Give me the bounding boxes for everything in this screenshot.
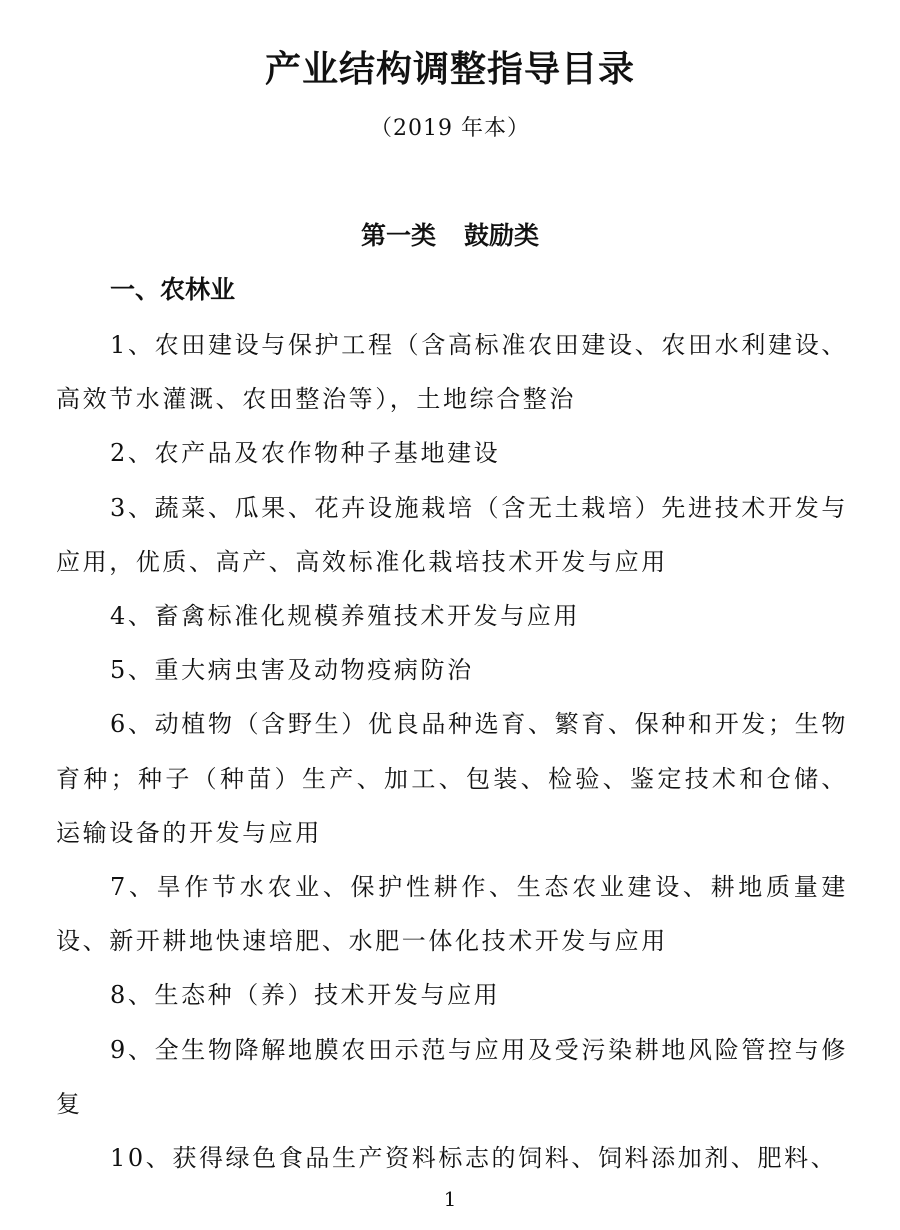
list-item: 7、旱作节水农业、保护性耕作、生态农业建设、耕地质量建设、新开耕地快速培肥、水肥一体化技术开发与应用 [56, 873, 848, 956]
category-name: 鼓励类 [464, 221, 540, 250]
section-heading: 一、农林业 [110, 275, 236, 304]
page-number: 1 [443, 1187, 457, 1211]
item-list [56, 318, 848, 1185]
list-item: 8、生态种（养）技术开发与应用 [110, 981, 501, 1010]
document-subtitle: （2019 年本） [370, 116, 530, 141]
document-title: 产业结构调整指导目录 [264, 49, 635, 90]
list-item: 1、农田建设与保护工程（含高标准农田建设、农田水利建设、高效节水灌溉、农田整治等），土地综合整治 [56, 331, 848, 414]
category-heading [0, 218, 900, 254]
list-item: 6、动植物（含野生）优良品种选育、繁育、保种和开发；生物育种；种子（种苗）生产、加工、包装、检验、鉴定技术和仓储、运输设备的开发与应用 [56, 710, 848, 847]
list-item: 3、蔬菜、瓜果、花卉设施栽培（含无土栽培）先进技术开发与应用，优质、高产、高效标准化栽培技术开发与应用 [56, 493, 848, 576]
list-item: 10、获得绿色食品生产资料标志的饲料、饲料添加剂、肥料、 [110, 1144, 838, 1173]
list-item: 5、重大病虫害及动物疫病防治 [110, 656, 474, 685]
list-item: 4、畜禽标准化规模养殖技术开发与应用 [110, 602, 581, 631]
category-label: 第一类 [360, 221, 436, 250]
list-item: 2、农产品及农作物种子基地建设 [110, 439, 501, 468]
list-item: 9、全生物降解地膜农田示范与应用及受污染耕地风险管控与修复 [56, 1035, 848, 1118]
